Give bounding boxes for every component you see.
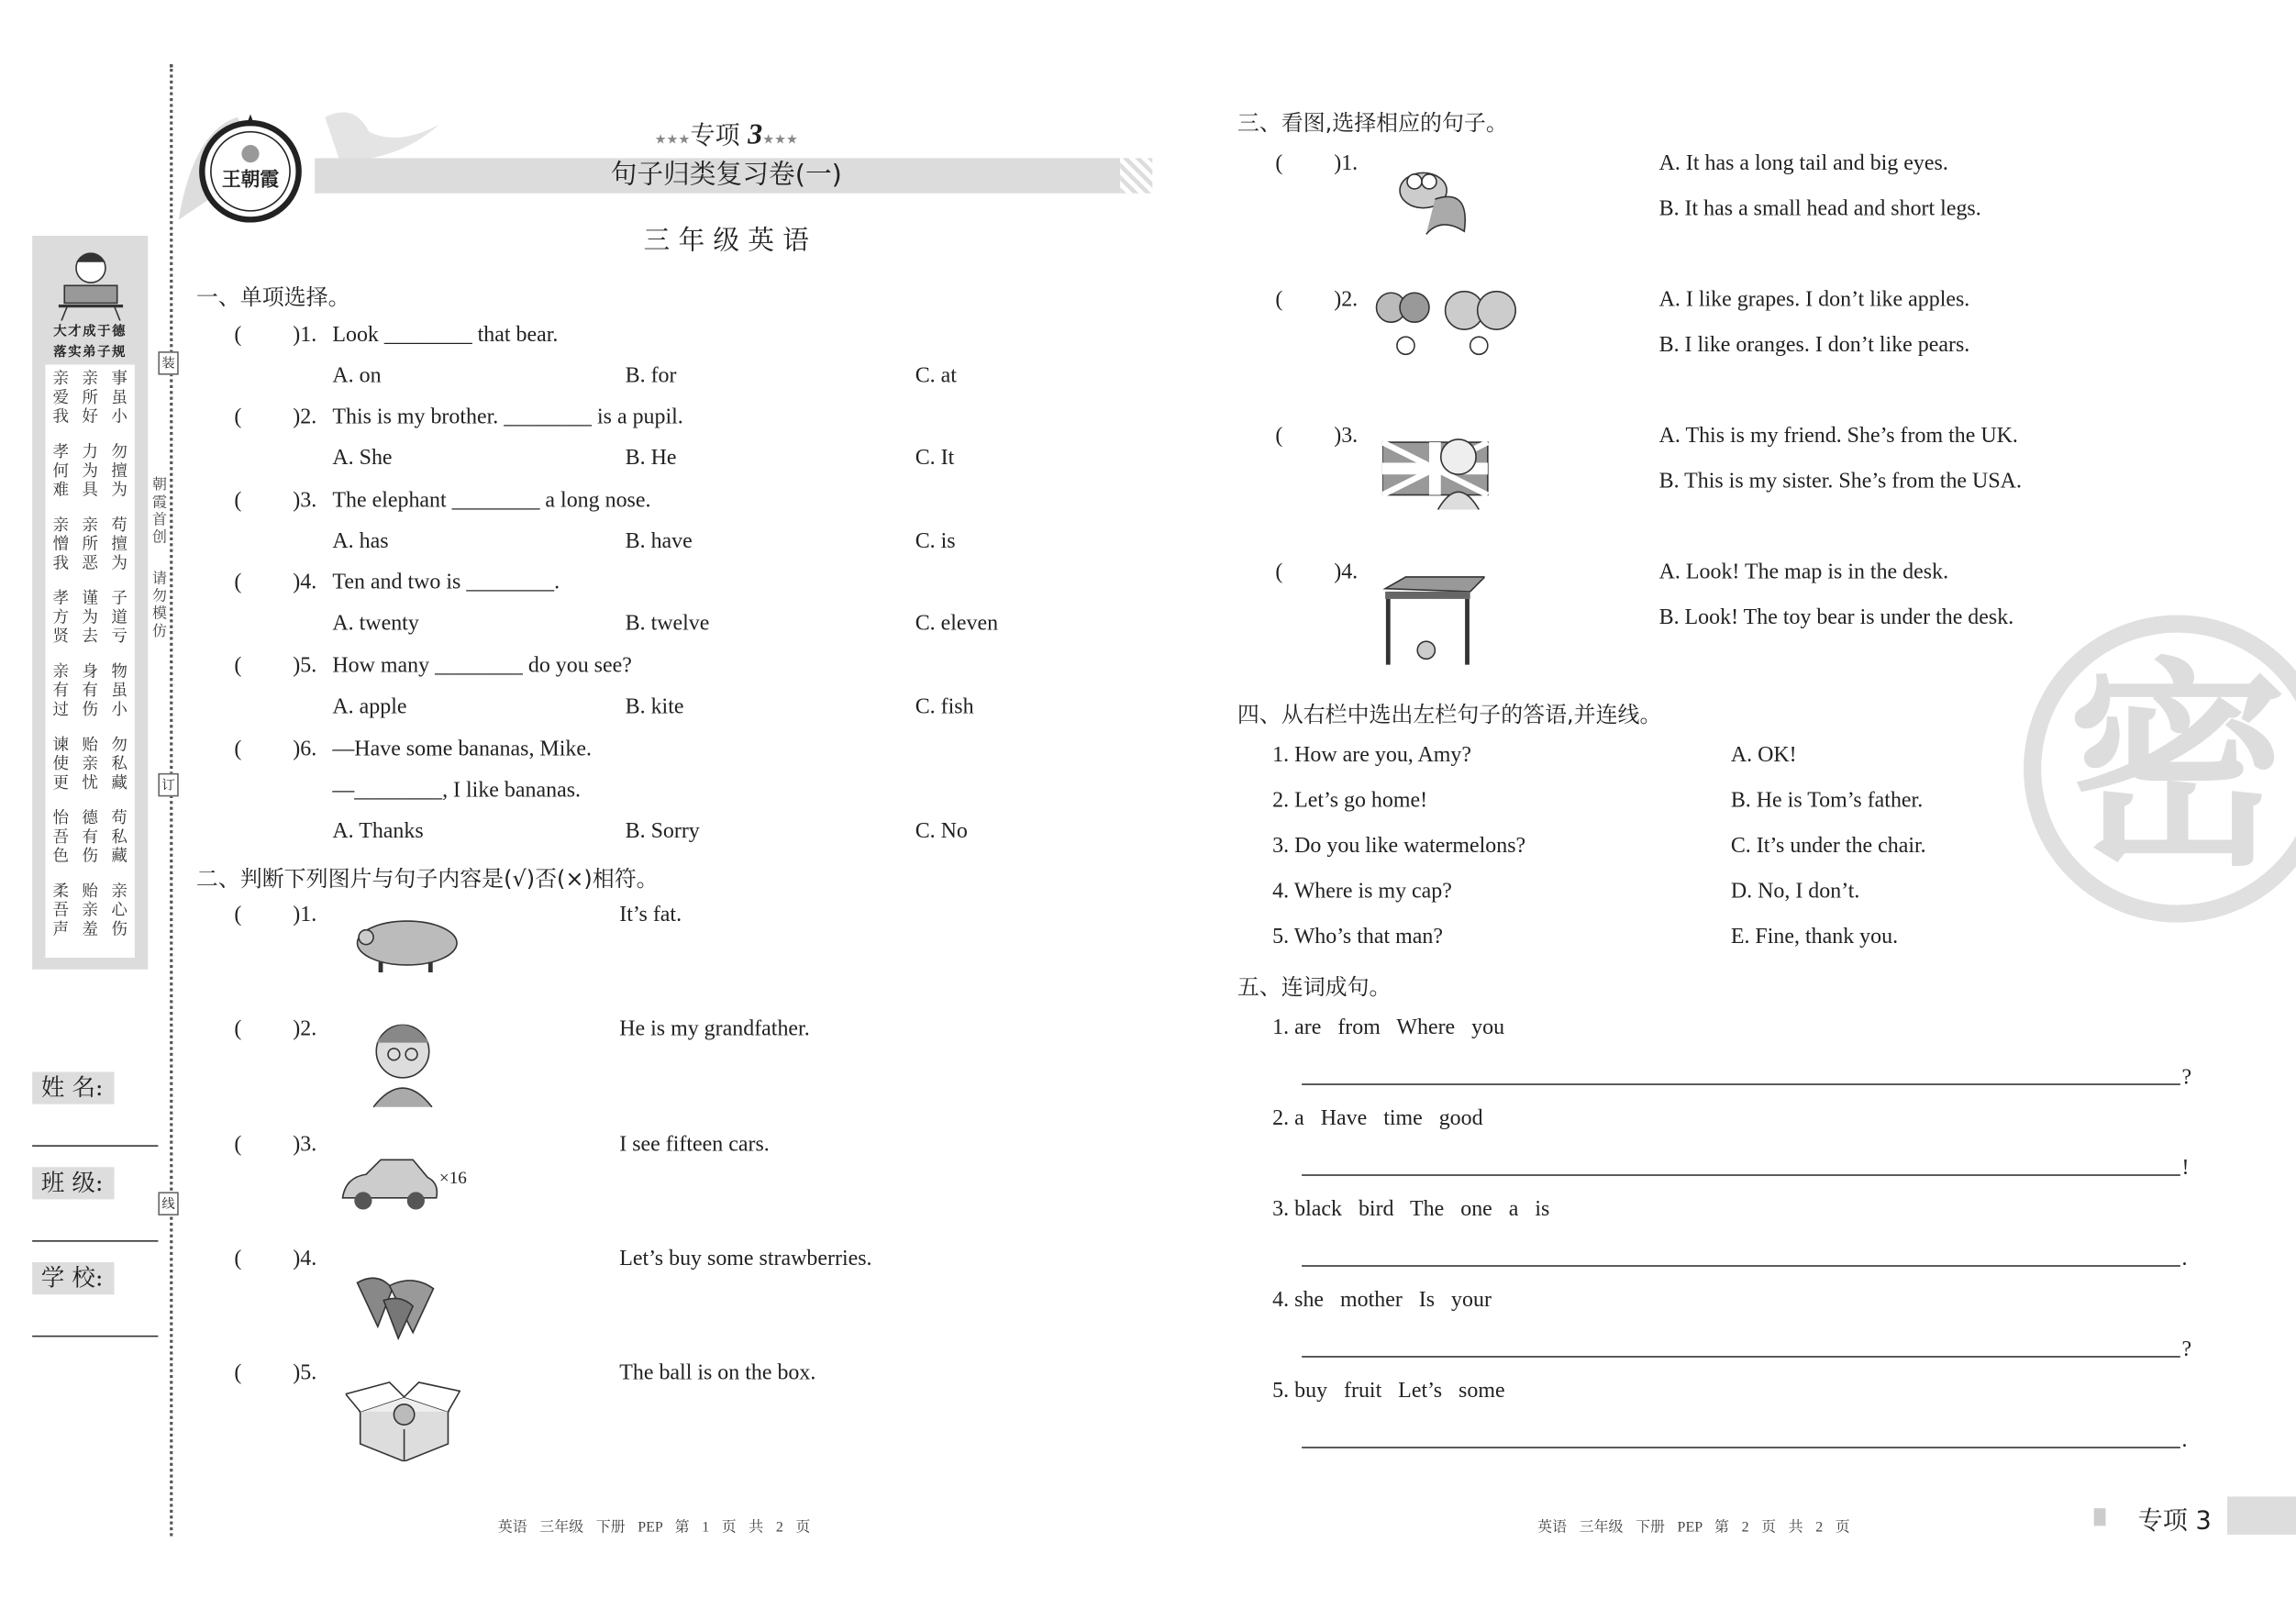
verse-column: 勿擅为	[111, 443, 128, 500]
verse-column: 柔吾声	[52, 882, 70, 939]
svg-text:王朝霞: 王朝霞	[221, 168, 280, 191]
strawberries-image	[349, 1262, 445, 1344]
answer-line[interactable]	[1302, 1083, 2180, 1085]
verse-column: 亲憎我	[52, 516, 70, 573]
word-list: 3. black bird The one a is	[1272, 1197, 1550, 1222]
class-field[interactable]	[32, 1240, 158, 1242]
option[interactable]: A. This is my friend. She’s from the UK.	[1658, 424, 2018, 449]
option[interactable]: A. on	[332, 364, 382, 389]
question-number: )3.	[293, 489, 317, 513]
series-number: 3	[748, 118, 763, 151]
answer-blank-open[interactable]: (	[1275, 152, 1283, 176]
answer-blank-open[interactable]: (	[234, 1248, 242, 1271]
uk-girl-image	[1382, 430, 1491, 512]
verse-column: 勿私藏	[111, 736, 128, 793]
option[interactable]: B. Look! The toy bear is under the desk.	[1658, 605, 2014, 630]
item-number: )2.	[293, 1017, 317, 1041]
question-number: )6.	[293, 738, 317, 762]
verse-column: 苟擅为	[111, 516, 128, 573]
verse-column: 子道亏	[111, 590, 128, 646]
verse-column: 苟私藏	[111, 809, 128, 866]
answer-blank-open[interactable]: (	[234, 489, 242, 513]
verse-column: 谨为去	[82, 590, 98, 646]
statement-text: The ball is on the box.	[619, 1361, 816, 1386]
motto-line: 大才成于德	[53, 323, 128, 338]
item-number: )2.	[1334, 288, 1359, 313]
word-list: 4. she mother Is your	[1272, 1288, 1492, 1313]
answer-blank-open[interactable]: (	[234, 1133, 242, 1158]
answer-blank-open[interactable]: (	[1275, 424, 1283, 449]
verse-column: 亲心伤	[111, 882, 128, 939]
end-punctuation: .	[2181, 1248, 2188, 1271]
match-right-item[interactable]: D. No, I don’t.	[1730, 880, 1860, 904]
title-bar-fade	[1120, 158, 1152, 193]
verse-column: 亲所好	[82, 370, 98, 427]
wangzhaoxia-logo	[196, 115, 305, 223]
stars-right: ★★★	[762, 133, 798, 149]
verse-column: 亲爱我	[52, 370, 70, 427]
option[interactable]: A. It has a long tail and big eyes.	[1658, 152, 1948, 176]
option[interactable]: B. It has a small head and short legs.	[1658, 197, 1981, 222]
item-number: )3.	[293, 1133, 317, 1158]
grandmother-image	[359, 1010, 447, 1113]
motto-line: 落实弟子规	[53, 344, 128, 360]
notice-text: 朝霞首创	[152, 477, 167, 547]
item-number: )3.	[1334, 424, 1359, 449]
answer-blank-open[interactable]: (	[234, 903, 242, 927]
student-reading-icon	[52, 245, 128, 321]
question-text: How many ________ do you see?	[332, 654, 632, 679]
verse-column: 身有伤	[82, 663, 98, 719]
section-5-title: 五、连词成句。	[1237, 973, 1392, 1001]
match-left-item[interactable]: 5. Who’s that man?	[1272, 925, 1443, 949]
item-number: )4.	[1334, 560, 1359, 584]
match-left-item[interactable]: 3. Do you like watermelons?	[1272, 834, 1526, 859]
end-punctuation: !	[2181, 1157, 2190, 1181]
answer-blank-open[interactable]: (	[234, 405, 242, 429]
match-right-item[interactable]: A. OK!	[1730, 743, 1797, 768]
binding-dotted-line	[170, 64, 172, 1536]
answer-blank-open[interactable]: (	[1275, 560, 1283, 584]
item-number: )5.	[293, 1361, 317, 1386]
verse-column: 亲有过	[52, 663, 70, 719]
section-2-title: 二、判断下列图片与句子内容是(√)否(×)相符。	[195, 865, 659, 893]
desk-bear-image	[1380, 574, 1485, 665]
statement-text: It’s fat.	[619, 903, 682, 927]
question-text: The elephant ________ a long nose.	[332, 489, 651, 513]
page-title: 句子归类复习卷(一)	[610, 159, 842, 191]
tab-decoration	[2094, 1508, 2106, 1526]
series-tab: 专项 3	[2137, 1506, 2212, 1537]
box-ball-image	[346, 1377, 463, 1462]
option[interactable]: B. This is my sister. She’s from the USA.	[1658, 470, 2022, 494]
car-image	[337, 1154, 442, 1215]
verse-column: 怡吾色	[52, 809, 70, 866]
option[interactable]: C. fish	[915, 695, 974, 719]
option[interactable]: A. has	[332, 529, 389, 554]
option[interactable]: A. twenty	[332, 612, 419, 636]
section-1-title: 一、单项选择。	[195, 283, 350, 311]
item-number: )1.	[1334, 152, 1359, 176]
answer-blank-open[interactable]: (	[234, 654, 242, 679]
option[interactable]: A. Look! The map is in the desk.	[1658, 560, 1949, 584]
school-field[interactable]	[32, 1336, 158, 1337]
pig-image	[351, 911, 466, 975]
option[interactable]: A. apple	[332, 695, 407, 719]
answer-line[interactable]	[1302, 1174, 2180, 1176]
answer-blank-open[interactable]: (	[234, 571, 242, 595]
item-number: )4.	[293, 1248, 317, 1271]
quantity-label: ×16	[438, 1167, 467, 1188]
question-number: )4.	[293, 571, 317, 595]
match-right-item[interactable]: C. It’s under the chair.	[1730, 834, 1926, 859]
option[interactable]: B. I like oranges. I don’t like pears.	[1658, 333, 1970, 358]
footer-left: 英语 三年级 下册 PEP 第 1 页 共 2 页	[497, 1519, 811, 1537]
verse-column: 德有伤	[82, 809, 98, 866]
section-3-title: 三、看图,选择相应的句子。	[1237, 109, 1508, 137]
answer-line[interactable]	[1302, 1447, 2180, 1448]
binding-mark: 线	[158, 1192, 178, 1215]
answer-blank-open[interactable]: (	[234, 738, 242, 762]
verse-column: 亲所恶	[82, 516, 98, 573]
verse-column: 力为具	[82, 443, 98, 500]
name-field[interactable]	[32, 1145, 158, 1147]
school-label: 学 校:	[32, 1262, 114, 1294]
option[interactable]: C. at	[915, 364, 957, 389]
fruit-image	[1373, 278, 1520, 363]
match-right-item[interactable]: B. He is Tom’s father.	[1730, 789, 1924, 813]
notice-text: 请勿模仿	[152, 571, 167, 640]
item-number: )1.	[293, 903, 317, 927]
option[interactable]: C. is	[915, 529, 956, 554]
verse-column: 贻亲羞	[82, 882, 98, 939]
question-number: )5.	[293, 654, 317, 679]
option[interactable]: C. No	[915, 819, 968, 844]
stars-left: ★★★	[654, 133, 691, 149]
answer-blank-open[interactable]: (	[1275, 288, 1283, 313]
binding-mark: 装	[158, 351, 178, 375]
end-punctuation: ?	[2181, 1066, 2192, 1090]
end-punctuation: ?	[2181, 1338, 2192, 1362]
question-text: This is my brother. ________ is a pupil.	[332, 405, 683, 429]
binding-mark: 订	[158, 773, 178, 797]
answer-blank-open[interactable]: (	[234, 1017, 242, 1041]
match-left-item[interactable]: 2. Let’s go home!	[1272, 789, 1428, 813]
option[interactable]: B. Sorry	[625, 819, 700, 844]
option[interactable]: C. eleven	[915, 612, 999, 636]
name-label: 姓 名:	[32, 1071, 114, 1104]
option[interactable]: B. for	[625, 364, 677, 389]
option[interactable]: B. have	[625, 529, 693, 554]
confidential-watermark: 密	[2024, 615, 2296, 922]
tab-block	[2227, 1496, 2296, 1535]
answer-blank-open[interactable]: (	[234, 1361, 242, 1386]
option[interactable]: B. He	[625, 446, 677, 471]
match-left-item[interactable]: 1. How are you, Amy?	[1272, 743, 1471, 768]
page-subtitle: 三 年 级 英 语	[643, 225, 809, 257]
word-list: 1. are from Where you	[1272, 1015, 1505, 1040]
goldfish-image	[1382, 158, 1473, 243]
section-4-title: 四、从右栏中选出左栏句子的答语,并连线。	[1237, 701, 1662, 728]
option[interactable]: B. kite	[625, 695, 684, 719]
series-label: 专项	[690, 121, 740, 151]
verse-panel	[45, 364, 134, 958]
end-punctuation: .	[2181, 1428, 2188, 1453]
footer-right: 英语 三年级 下册 PEP 第 2 页 共 2 页	[1537, 1519, 1850, 1537]
verse-column: 贻亲忧	[82, 736, 98, 793]
match-left-item[interactable]: 4. Where is my cap?	[1272, 880, 1452, 904]
statement-text: I see fifteen cars.	[619, 1133, 770, 1158]
verse-column: 物虽小	[111, 663, 128, 719]
question-text: Ten and two is ________.	[332, 571, 560, 595]
option[interactable]: A. She	[332, 446, 393, 471]
option[interactable]: B. twelve	[625, 612, 710, 636]
question-text: —Have some bananas, Mike.	[332, 738, 592, 762]
answer-line[interactable]	[1302, 1356, 2180, 1358]
option[interactable]: C. It	[915, 446, 955, 471]
verse-column: 孝何难	[52, 443, 70, 500]
question-text: Look ________ that bear.	[332, 323, 559, 348]
statement-text: He is my grandfather.	[619, 1017, 810, 1041]
word-list: 2. a Have time good	[1272, 1106, 1483, 1131]
class-label: 班 级:	[32, 1167, 114, 1199]
question-text-line2: —________, I like bananas.	[332, 779, 582, 803]
match-right-item[interactable]: E. Fine, thank you.	[1730, 925, 1899, 949]
answer-line[interactable]	[1302, 1265, 2180, 1267]
verse-column: 事虽小	[111, 370, 128, 427]
series-heading	[580, 115, 872, 153]
verse-column: 孝方贤	[52, 590, 70, 646]
option[interactable]: A. Thanks	[332, 819, 424, 844]
word-list: 5. buy fruit Let’s some	[1272, 1379, 1505, 1404]
motto-strip	[32, 236, 148, 970]
answer-blank-open[interactable]: (	[234, 323, 242, 348]
option[interactable]: A. I like grapes. I don’t like apples.	[1658, 288, 1970, 313]
question-number: )2.	[293, 405, 317, 429]
question-number: )1.	[293, 323, 317, 348]
verse-column: 谏使更	[52, 736, 70, 793]
statement-text: Let’s buy some strawberries.	[619, 1248, 872, 1271]
